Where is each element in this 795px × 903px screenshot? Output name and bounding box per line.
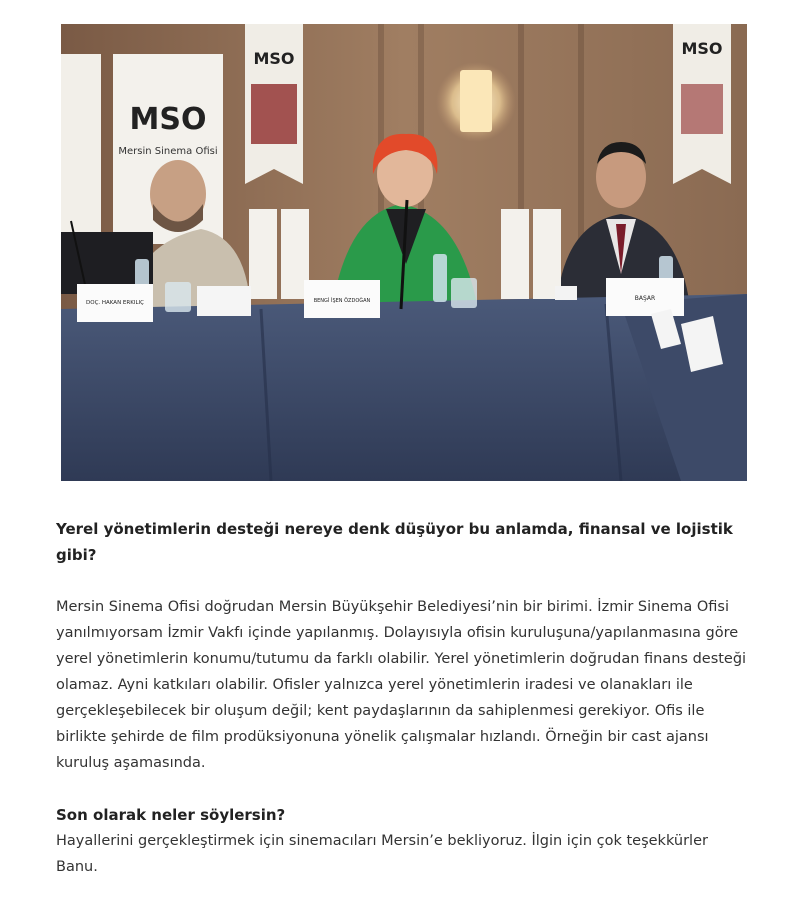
banner-logo-right: MSO	[681, 39, 723, 58]
nameplate-center	[304, 280, 380, 318]
nameplate-left	[77, 284, 153, 322]
interview-question-2: Son olarak neler söylersin?	[56, 806, 286, 824]
svg-text:BENGİ İŞEN ÖZDOĞAN: BENGİ İŞEN ÖZDOĞAN	[313, 298, 371, 304]
banner-title-left: Mersin Sinema Ofisi	[118, 146, 218, 157]
banner-right	[673, 24, 731, 184]
article-photo	[61, 24, 747, 481]
banner-center	[245, 24, 303, 184]
banner-logo-center: MSO	[253, 49, 295, 68]
nameplate-right	[606, 278, 684, 316]
interview-question-1: Yerel yönetimlerin desteği nereye denk düşüyor bu anlamda, finansal ve lojistik gibi?	[56, 520, 733, 564]
svg-text:BAŞAR: BAŞAR	[634, 295, 656, 302]
svg-text:DOÇ. HAKAN ERKILIÇ: DOÇ. HAKAN ERKILIÇ	[86, 300, 144, 306]
banner-logo-left: MSO	[129, 102, 207, 137]
interview-answer-2: Hayallerini gerçekleştirmek için sinemacıları Mersin’e bekliyoruz. İlgin için çok teşekkürler Banu.	[56, 833, 708, 875]
interview-answer-1: Mersin Sinema Ofisi doğrudan Mersin Büyükşehir Belediyesi’nin bir birimi. İzmir Sinema Ofisi yanılmıyorsam İzmir Vakfı içinde yapılanmış. Dolayısıyla ofisin kuruluşuna/yapılanmasına göre yerel yönetimlerin konumu/tutumu da farklı olabilir. Yerel yönetimlerin doğrudan finans desteği olamaz. Ayni katkıları olabilir. Ofisler yalnızca yerel yönetimlerin iradesi ve olanakları ile gerçekleşebilecek bir oluşum değil; kent paydaşlarının da sahiplenmesi gerekiyor. Ofis ile birlikte şehirde de film prodüksiyonuna yönelik çalışmalar hızlandı. Örneğin bir cast ajansı kuruluş aşamasında.	[56, 599, 747, 771]
